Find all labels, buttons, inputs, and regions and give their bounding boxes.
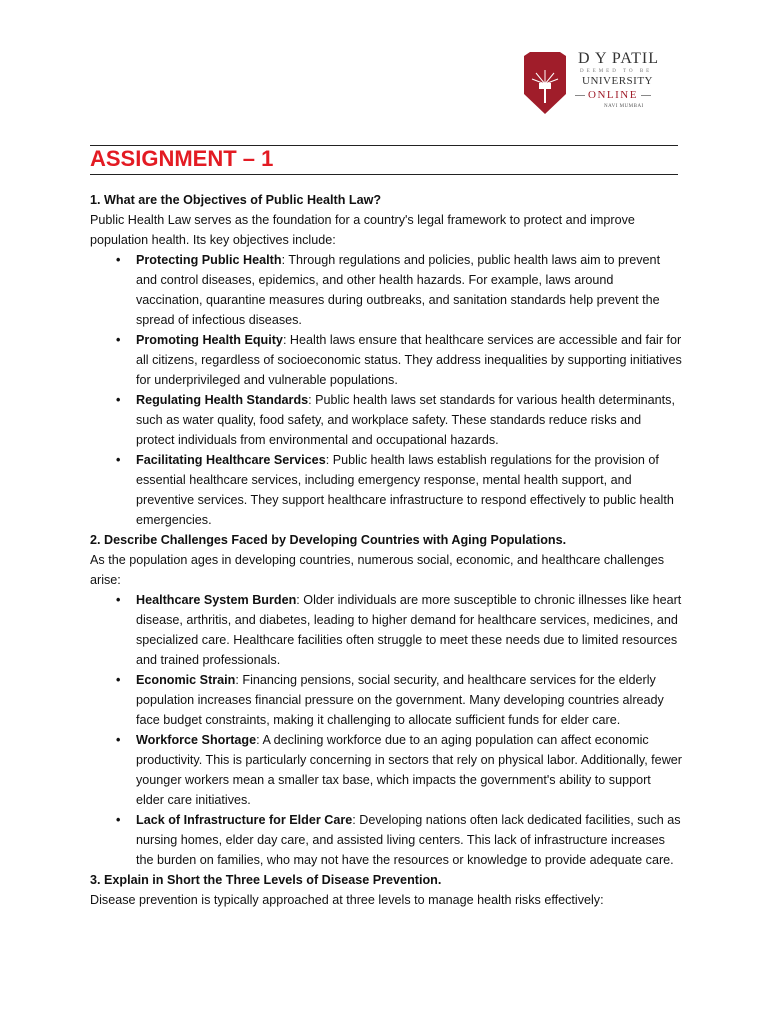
item-text: : Health laws ensure that healthcare services are accessible and fair for all citizens, regardless of socioeconomic status. They address inequalities by supporting initiatives for underprivileged and vulnerable populations. xyxy=(136,333,682,387)
item-text: : Through regulations and policies, public health laws aim to prevent and control diseases, epidemics, and other health hazards. For example, laws around vaccination, quarantine measures during outbreaks, and sanitation standards help prevent the spread of infectious diseases. xyxy=(136,253,661,327)
list-item xyxy=(136,730,682,810)
item-text: : A declining workforce due to an aging population can affect economic productivity. This is particularly concerning in sectors that rely on physical labor. Additionally, fewer younger workers mean a smaller tax base, which impacts the government's ability to support elder care initiatives. xyxy=(136,733,682,807)
item-term: Protecting Public Health xyxy=(136,253,282,267)
bullet-list xyxy=(90,590,682,870)
university-logo xyxy=(520,50,690,120)
list-item xyxy=(136,590,682,670)
section-intro: Disease prevention is typically approached at three levels to manage health risks effectively: xyxy=(90,893,604,907)
list-item xyxy=(136,670,682,730)
item-text: : Public health laws establish regulations for the provision of essential healthcare services, including emergency response, mental health support, and preventive services. They support healthcare infrastructure to respond effectively to public health emergencies. xyxy=(136,453,674,527)
item-text: : Developing nations often lack dedicated facilities, such as nursing homes, elder day care, and assisted living centers. This lack of infrastructure increases the burden on families, who may not have the resources or knowledge to provide adequate care. xyxy=(136,813,681,867)
section-intro: Public Health Law serves as the foundation for a country's legal framework to protect and improve population health. Its key objectives include: xyxy=(90,213,635,247)
list-item xyxy=(136,330,682,390)
item-term: Lack of Infrastructure for Elder Care xyxy=(136,813,353,827)
title-bottom-rule xyxy=(90,174,678,175)
item-text: : Financing pensions, social security, and healthcare services for the elderly population increases financial pressure on the government. Many developing countries already face budget constraints, making it challenging to allocate sufficient funds for elder care. xyxy=(136,673,664,727)
logo-line-5: NAVI MUMBAI xyxy=(604,104,644,109)
logo-line-4: ONLINE xyxy=(572,89,654,102)
question-heading: 3. Explain in Short the Three Levels of Disease Prevention. xyxy=(90,873,442,887)
list-item xyxy=(136,390,682,450)
document-body xyxy=(90,190,682,910)
shield-logo-icon xyxy=(522,50,568,116)
item-term: Promoting Health Equity xyxy=(136,333,283,347)
list-item xyxy=(136,810,682,870)
item-term: Workforce Shortage xyxy=(136,733,257,747)
question-heading: 2. Describe Challenges Faced by Developing Countries with Aging Populations. xyxy=(90,533,567,547)
logo-line-2: DEEMED TO BE xyxy=(580,69,653,74)
item-term: Facilitating Healthcare Services xyxy=(136,453,326,467)
list-item xyxy=(136,450,682,530)
item-text: : Public health laws set standards for various health determinants, such as water quality, food safety, and workplace safety. These standards reduce risks and protect individuals from environmental and occupational hazards. xyxy=(136,393,675,447)
item-term: Economic Strain xyxy=(136,673,236,687)
question-heading: 1. What are the Objectives of Public Health Law? xyxy=(90,193,382,207)
item-term: Regulating Health Standards xyxy=(136,393,309,407)
bullet-list xyxy=(90,250,682,530)
page-title: ASSIGNMENT – 1 xyxy=(90,146,274,171)
item-text: : Older individuals are more susceptible to chronic illnesses like heart disease, arthritis, and diabetes, leading to higher demand for healthcare services, medicines, and specialized care. Healthcare facilities often struggle to meet these needs due to limited resources and trained professionals. xyxy=(136,593,682,667)
item-term: Healthcare System Burden xyxy=(136,593,297,607)
section-intro: As the population ages in developing countries, numerous social, economic, and healthcare challenges arise: xyxy=(90,553,665,587)
logo-line-3: UNIVERSITY xyxy=(582,75,653,87)
list-item xyxy=(136,250,682,330)
logo-line-1: D Y PATIL xyxy=(578,50,660,67)
